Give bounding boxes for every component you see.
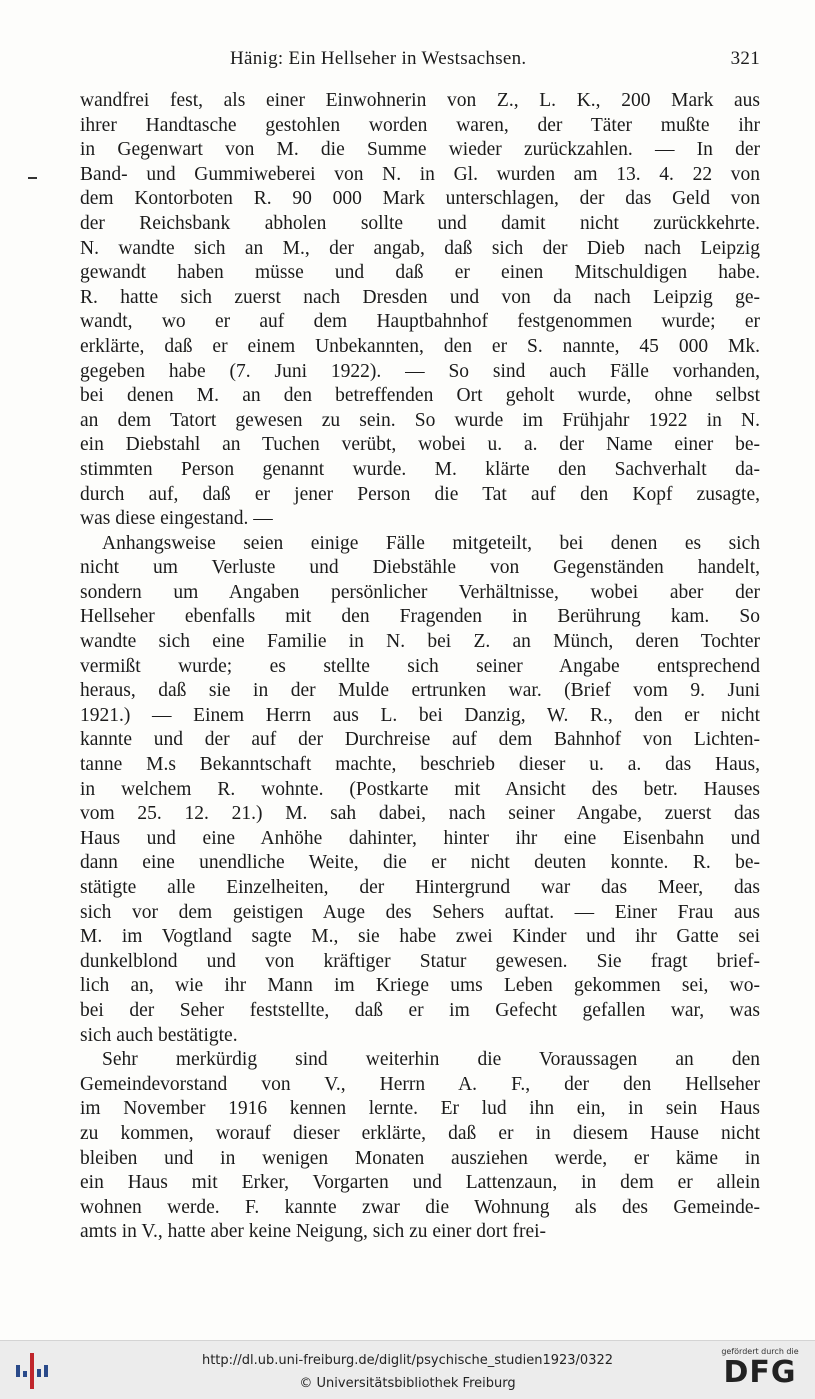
- text-line: in welchem R. wohnte. (Postkarte mit Ansicht des betr. Hauses: [80, 778, 760, 800]
- body-text: [80, 89, 760, 1245]
- text-line: dem Kontorboten R. 90 000 Mark unterschlagen, der das Geld von: [80, 188, 760, 210]
- text-line: durch auf, daß er jener Person die Tat auf den Kopf zusagte,: [80, 483, 760, 505]
- text-line: sich vor dem geistigen Auge des Sehers auftat. — Einer Frau aus: [80, 901, 760, 923]
- margin-mark: [28, 177, 37, 179]
- text-line: bei der Seher feststellte, daß er im Gefecht gefallen war, was: [80, 999, 760, 1021]
- text-line: was diese eingestand. —: [80, 508, 273, 530]
- text-line: amts in V., hatte aber keine Neigung, sich zu einer dort frei-: [80, 1221, 547, 1243]
- sponsor-note: gefördert durch die: [721, 1347, 799, 1356]
- text-line: Band- und Gummiweberei von N. in Gl. wurden am 13. 4. 22 von: [80, 163, 760, 185]
- text-line: ein Haus mit Erker, Vorgarten und Lattenzaun, in dem er allein: [80, 1172, 760, 1194]
- text-line: gegeben habe (7. Juni 1922). — So sind auch Fälle vorhanden,: [80, 360, 760, 382]
- text-line: ihrer Handtasche gestohlen worden waren, der Täter mußte ihr: [80, 114, 760, 136]
- text-line: Anhangsweise seien einige Fälle mitgeteilt, bei denen es sich: [102, 532, 760, 554]
- text-line: vom 25. 12. 21.) M. sah dabei, nach seiner Angabe, zuerst das: [80, 803, 760, 825]
- text-line: Sehr merkürdig sind weiterhin die Voraussagen an den: [102, 1049, 760, 1071]
- text-line: im November 1916 kennen lernte. Er lud ihn ein, in sein Haus: [80, 1098, 760, 1120]
- text-line: in Gegenwart von M. die Summe wieder zurückzahlen. — In der: [80, 139, 760, 161]
- text-line: nicht um Verluste und Diebstähle von Gegenständen handelt,: [80, 557, 760, 579]
- page-number: 321: [730, 48, 760, 69]
- text-line: kannte und der auf der Durchreise auf dem Bahnhof von Lichten-: [80, 729, 760, 751]
- text-line: stimmten Person genannt wurde. M. klärte den Sachverhalt da-: [80, 458, 760, 480]
- dfg-logo-icon: DFG: [723, 1355, 797, 1390]
- text-line: dunkelblond und von kräftiger Statur gewesen. Sie fragt brief-: [80, 950, 760, 972]
- running-title: Hänig: Ein Hellseher in Westsachsen.: [230, 48, 527, 69]
- text-line: wandte sich eine Familie in N. bei Z. an Münch, deren Tochter: [80, 631, 760, 653]
- text-line: heraus, daß sie in der Mulde ertrunken war. (Brief vom 9. Juni: [80, 680, 760, 702]
- text-line: bleiben und in wenigen Monaten ausziehen werde, er käme in: [80, 1147, 760, 1169]
- text-line: gewandt haben müsse und daß er einen Mitschuldigen habe.: [80, 262, 760, 284]
- text-line: wohnen werde. F. kannte zwar die Wohnung als des Gemeinde-: [80, 1196, 760, 1218]
- text-line: Haus und eine Anhöhe dahinter, hinter ihr eine Eisenbahn und: [80, 827, 760, 849]
- text-line: Hellseher ebenfalls mit den Fragenden in Berührung kam. So: [80, 606, 760, 628]
- text-line: 1921.) — Einem Herrn aus L. bei Danzig, W. R., den er nicht: [80, 704, 760, 726]
- text-line: dann eine unendliche Weite, die er nicht deuten konnte. R. be-: [80, 852, 760, 874]
- viewer-footer: [0, 1340, 815, 1399]
- text-line: sich auch bestätigte.: [80, 1024, 238, 1046]
- text-line: zu kommen, worauf dieser erklärte, daß er in diesem Hause nicht: [80, 1122, 760, 1144]
- text-line: wandfrei fest, als einer Einwohnerin von Z., L. K., 200 Mark aus: [80, 90, 760, 111]
- text-line: R. hatte sich zuerst nach Dresden und von da nach Leipzig ge-: [80, 286, 760, 308]
- text-line: der Reichsbank abholen sollte und damit nicht zurückkehrte.: [80, 212, 760, 234]
- text-line: ein Diebstahl an Tuchen verübt, wobei u. a. der Name einer be-: [80, 434, 760, 456]
- text-line: Gemeindevorstand von V., Herrn A. F., der den Hellseher: [80, 1073, 760, 1095]
- text-line: vermißt wurde; es stellte sich seiner Angabe entsprechend: [80, 655, 760, 677]
- running-header: [80, 44, 760, 76]
- text-line: stätigte alle Einzelheiten, der Hintergrund war das Meer, das: [80, 877, 760, 898]
- text-line: bei denen M. an den betreffenden Ort geholt wurde, ohne selbst: [80, 385, 760, 407]
- text-line: erklärte, daß er einem Unbekannten, den er S. nannte, 45 000 Mk.: [80, 335, 760, 357]
- dfg-sponsor: [715, 1347, 805, 1393]
- text-line: wandt, wo er auf dem Hauptbahnhof festgenommen wurde; er: [80, 311, 760, 333]
- text-line: sondern um Angaben persönlicher Verhältnisse, wobei aber der: [80, 581, 760, 603]
- text-line: M. im Vogtland sagte M., sie habe zwei Kinder und ihr Gatte sei: [80, 926, 760, 948]
- text-line: lich an, wie ihr Mann im Kriege ums Leben gekommen sei, wo-: [80, 975, 760, 997]
- copyright-notice: © Universitätsbibliothek Freiburg: [299, 1376, 516, 1391]
- permalink-url[interactable]: http://dl.ub.uni-freiburg.de/diglit/psychische_studien1923/0322: [201, 1353, 614, 1368]
- text-line: an dem Tatort gewesen zu sein. So wurde im Frühjahr 1922 in N.: [80, 409, 760, 431]
- text-line: tanne M.s Bekanntschaft machte, beschrieb dieser u. a. das Haus,: [80, 754, 760, 776]
- text-line: N. wandte sich an M., der angab, daß sich der Dieb nach Leipzig: [80, 237, 760, 259]
